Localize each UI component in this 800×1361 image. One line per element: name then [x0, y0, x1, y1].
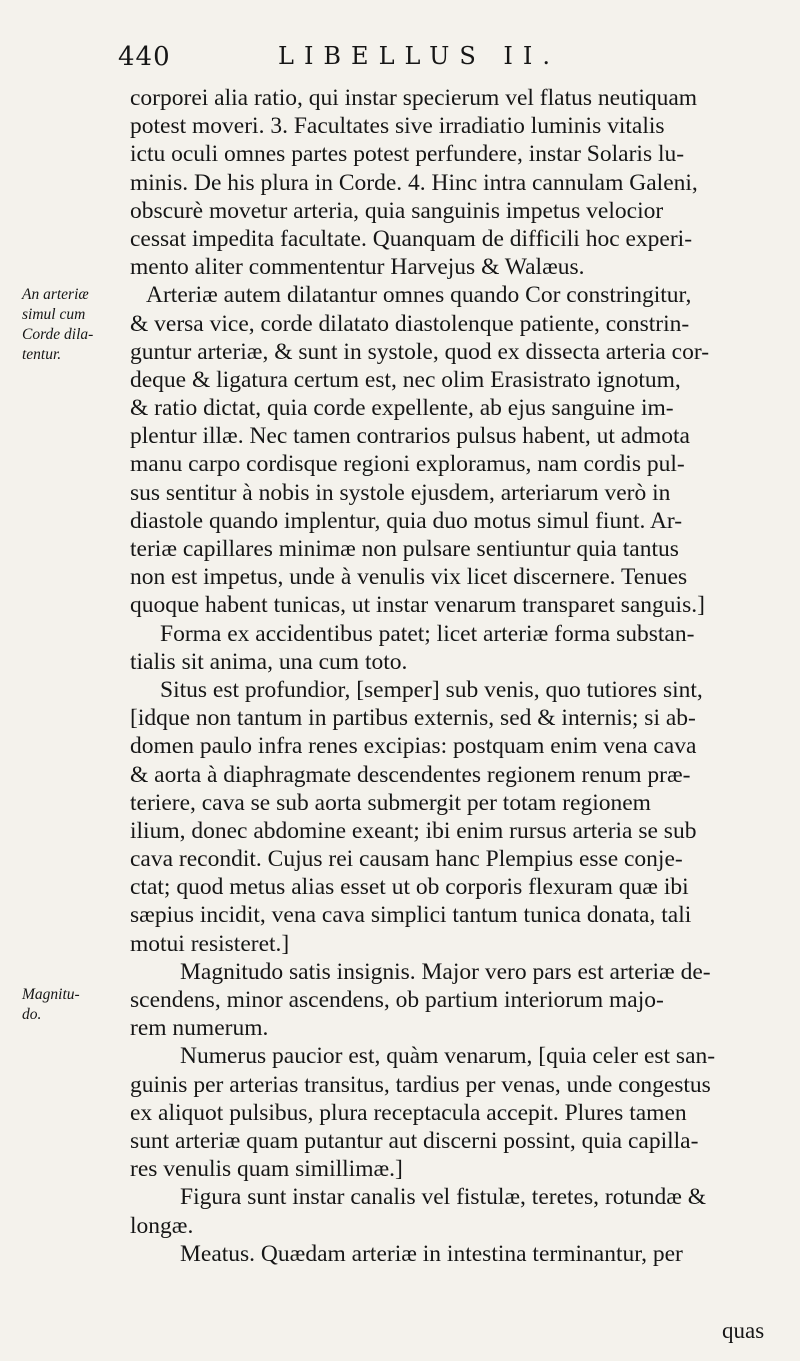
margin-note-line: An arteriæ — [22, 286, 89, 303]
page-number: 440 — [118, 42, 171, 72]
margin-note-line: do. — [22, 1006, 42, 1023]
text-line: rem numerum. — [130, 1015, 269, 1042]
text-line: tialis sit anima, una cum toto. — [130, 648, 408, 675]
text-line: manu carpo cordisque regioni exploramus, nam cordis pul- — [130, 451, 685, 478]
text-line: teriere, cava se sub aorta submergit per totam regionem — [130, 789, 651, 816]
text-line: & versa vice, corde dilatato diastolenque patiente, constrin- — [130, 310, 690, 337]
text-line: plentur illæ. Nec tamen contrarios pulsus habent, ut admota — [130, 423, 690, 450]
text-line: Magnitudo satis insignis. Major vero pars est arteriæ de- — [180, 958, 711, 985]
margin-note-line: tentur. — [22, 346, 62, 363]
text-line: ctat; quod metus alias esset ut ob corporis flexuram quæ ibi — [130, 874, 689, 901]
body-text — [130, 84, 766, 1268]
text-line: guntur arteriæ, & sunt in systole, quod ex dissecta arteria cor- — [130, 338, 710, 365]
text-line: cava recondit. Cujus rei causam hanc Plempius esse conje- — [130, 846, 683, 873]
text-line: Arteriæ autem dilatantur omnes quando Cor constringitur, — [146, 282, 692, 309]
text-line: diastole quando implentur, quia duo motus simul fiunt. Ar- — [130, 507, 683, 534]
text-line: & aorta à diaphragmate descendentes regionem renum præ- — [130, 761, 691, 788]
text-line: Situs est profundior, [semper] sub venis, quo tutiores sint, — [160, 676, 703, 703]
text-line: Figura sunt instar canalis vel fistulæ, teretes, rotundæ & — [180, 1184, 707, 1211]
text-line: Numerus paucior est, quàm venarum, [quia celer est san- — [180, 1043, 716, 1070]
text-line: sunt arteriæ quam putantur aut discerni possint, quia capilla- — [130, 1127, 699, 1154]
text-line: ictu oculi omnes partes potest perfundere, instar Solaris lu- — [130, 141, 685, 168]
text-line: ilium, donec abdomine exeant; ibi enim rursus arteria se sub — [130, 817, 697, 844]
margin-note-line: Corde dila- — [22, 326, 94, 343]
text-line: cessat impedita facultate. Quanquam de difficili hoc experi- — [130, 225, 693, 252]
margin-note-line: Magnitu- — [22, 986, 80, 1003]
text-line: teriæ capillares minimæ non pulsare sentiuntur quia tantus — [130, 536, 679, 562]
text-line: quoque habent tunicas, ut instar venarum transparet sanguis.] — [130, 592, 705, 619]
text-line: deque & ligatura certum est, nec olim Erasistrato ignotum, — [130, 366, 681, 393]
text-line: corporei alia ratio, qui instar specierum vel flatus neutiquam — [130, 85, 698, 111]
text-line: domen paulo infra renes excipias: postquam enim vena cava — [130, 733, 697, 760]
text-line: & ratio dictat, quia corde expellente, ab ejus sanguine im- — [130, 395, 674, 422]
catchword: quas — [722, 1318, 765, 1343]
text-line: potest moveri. 3. Facultates sive irradiatio luminis vitalis — [130, 113, 665, 140]
text-line: motui resisteret.] — [130, 930, 290, 957]
text-line: Forma ex accidentibus patet; licet arteriæ forma substan- — [160, 620, 695, 647]
text-line: [idque non tantum in partibus externis, sed & internis; si ab- — [130, 705, 696, 732]
margin-note-line: simul cum — [22, 306, 86, 323]
page-header — [118, 38, 758, 82]
text-line: mento aliter commententur Harvejus & Walæus. — [130, 254, 585, 281]
text-line: minis. De his plura in Corde. 4. Hinc intra cannulam Galeni, — [130, 169, 698, 196]
text-line: non est impetus, unde à venulis vix licet discernere. Tenues — [130, 564, 688, 591]
text-line: scendens, minor ascendens, ob partium interiorum majo- — [130, 987, 664, 1013]
text-line: longæ. — [130, 1212, 194, 1239]
text-line: res venulis quam simillimæ.] — [130, 1156, 403, 1183]
text-line: Meatus. Quædam arteriæ in intestina terminantur, per — [180, 1240, 683, 1267]
text-line: guinis per arterias transitus, tardius per venas, unde congestus — [130, 1071, 711, 1098]
text-line: ex aliquot pulsibus, plura receptacula accepit. Plures tamen — [130, 1099, 687, 1126]
running-title: LIBELLUS II. — [278, 42, 561, 70]
text-line: obscurè movetur arteria, quia sanguinis impetus velocior — [130, 197, 664, 224]
margin-note-magnitudo — [22, 985, 140, 1025]
margin-note-arteriae — [22, 285, 140, 365]
text-line: sæpius incidit, vena cava simplici tantum tunica donata, tali — [130, 902, 692, 929]
text-line: sus sentitur à nobis in systole ejusdem, arteriarum verò in — [130, 479, 671, 506]
